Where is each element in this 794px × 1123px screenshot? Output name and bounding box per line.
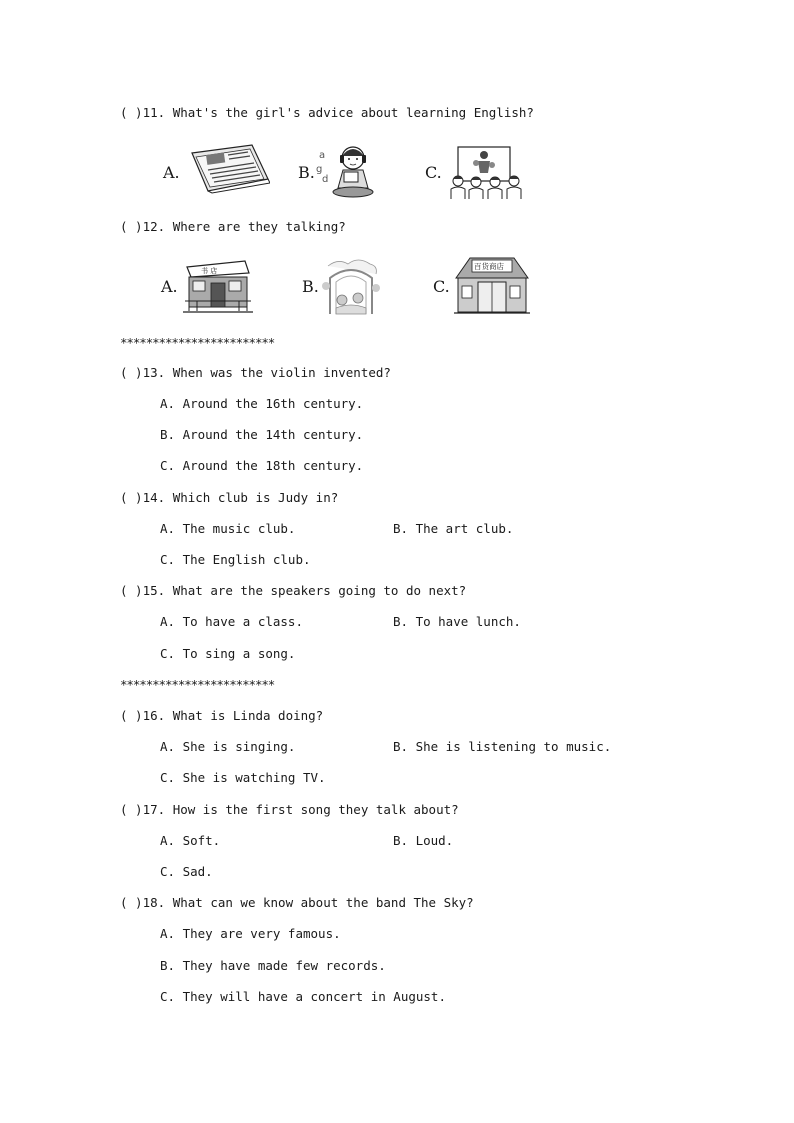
- q17-option-b: B. Loud.: [393, 833, 454, 848]
- bookstore-sign-text: 书 店: [201, 267, 218, 275]
- q18-option-a: A. They are very famous.: [160, 926, 341, 941]
- question-14-number: ( )14.: [120, 490, 166, 505]
- question-14: [120, 490, 338, 506]
- question-12-text: Where are they talking?: [172, 219, 346, 234]
- svg-text:d: d: [322, 174, 329, 185]
- audience-watching-screen-picture: [448, 145, 526, 205]
- park-gate-picture: [322, 256, 380, 320]
- question-16: [120, 708, 323, 724]
- q14-option-c: C. The English club.: [160, 552, 311, 567]
- question-11: [120, 105, 534, 121]
- girl-with-headphones-picture: [316, 142, 376, 204]
- q11-label-c: C.: [425, 163, 442, 182]
- q16-option-b: B. She is listening to music.: [393, 739, 612, 754]
- q13-option-c: C. Around the 18th century.: [160, 458, 364, 473]
- q18-option-c: C. They will have a concert in August.: [160, 989, 446, 1004]
- question-18: [120, 895, 474, 911]
- q17-option-c: C. Sad.: [160, 864, 213, 879]
- q14-option-b: B. The art club.: [393, 521, 514, 536]
- section-divider: ************************: [120, 677, 275, 692]
- svg-text:g: g: [316, 164, 323, 175]
- q13-option-a: A. Around the 16th century.: [160, 396, 364, 411]
- question-14-text: Which club is Judy in?: [172, 490, 339, 505]
- q18-option-b: B. They have made few records.: [160, 958, 386, 973]
- q16-option-a: A. She is singing.: [160, 739, 296, 754]
- question-18-text: What can we know about the band The Sky?: [172, 895, 474, 910]
- question-11-number: ( )11.: [120, 105, 166, 120]
- svg-text:a: a: [319, 150, 326, 161]
- q17-option-a: A. Soft.: [160, 833, 221, 848]
- q15-option-a: A. To have a class.: [160, 614, 303, 629]
- q11-label-b: B.: [298, 163, 315, 182]
- question-15-text: What are the speakers going to do next?: [172, 583, 467, 598]
- department-store-sign-text: 百货商店: [474, 262, 504, 271]
- q12-label-a: A.: [161, 277, 178, 296]
- question-11-text: What's the girl's advice about learning English?: [172, 105, 534, 120]
- question-18-number: ( )18.: [120, 895, 166, 910]
- question-13-text: When was the violin invented?: [172, 365, 391, 380]
- question-15: [120, 583, 466, 599]
- question-17-text: How is the first song they talk about?: [172, 802, 459, 817]
- question-17: [120, 802, 459, 818]
- q15-option-b: B. To have lunch.: [393, 614, 521, 629]
- question-12-number: ( )12.: [120, 219, 166, 234]
- q15-option-c: C. To sing a song.: [160, 646, 296, 661]
- question-13-number: ( )13.: [120, 365, 166, 380]
- q12-label-c: C.: [433, 277, 450, 296]
- question-13: [120, 365, 391, 381]
- q11-label-a: A.: [163, 163, 180, 182]
- question-16-number: ( )16.: [120, 708, 166, 723]
- q16-option-c: C. She is watching TV.: [160, 770, 326, 785]
- question-16-text: What is Linda doing?: [172, 708, 324, 723]
- section-divider: ************************: [120, 335, 275, 350]
- q14-option-a: A. The music club.: [160, 521, 296, 536]
- q12-label-b: B.: [302, 277, 319, 296]
- department-store-picture: [454, 256, 530, 318]
- question-15-number: ( )15.: [120, 583, 166, 598]
- question-12: [120, 219, 346, 235]
- newspaper-picture: [190, 143, 270, 199]
- question-17-number: ( )17.: [120, 802, 166, 817]
- q13-option-b: B. Around the 14th century.: [160, 427, 364, 442]
- bookstore-picture: [183, 257, 253, 319]
